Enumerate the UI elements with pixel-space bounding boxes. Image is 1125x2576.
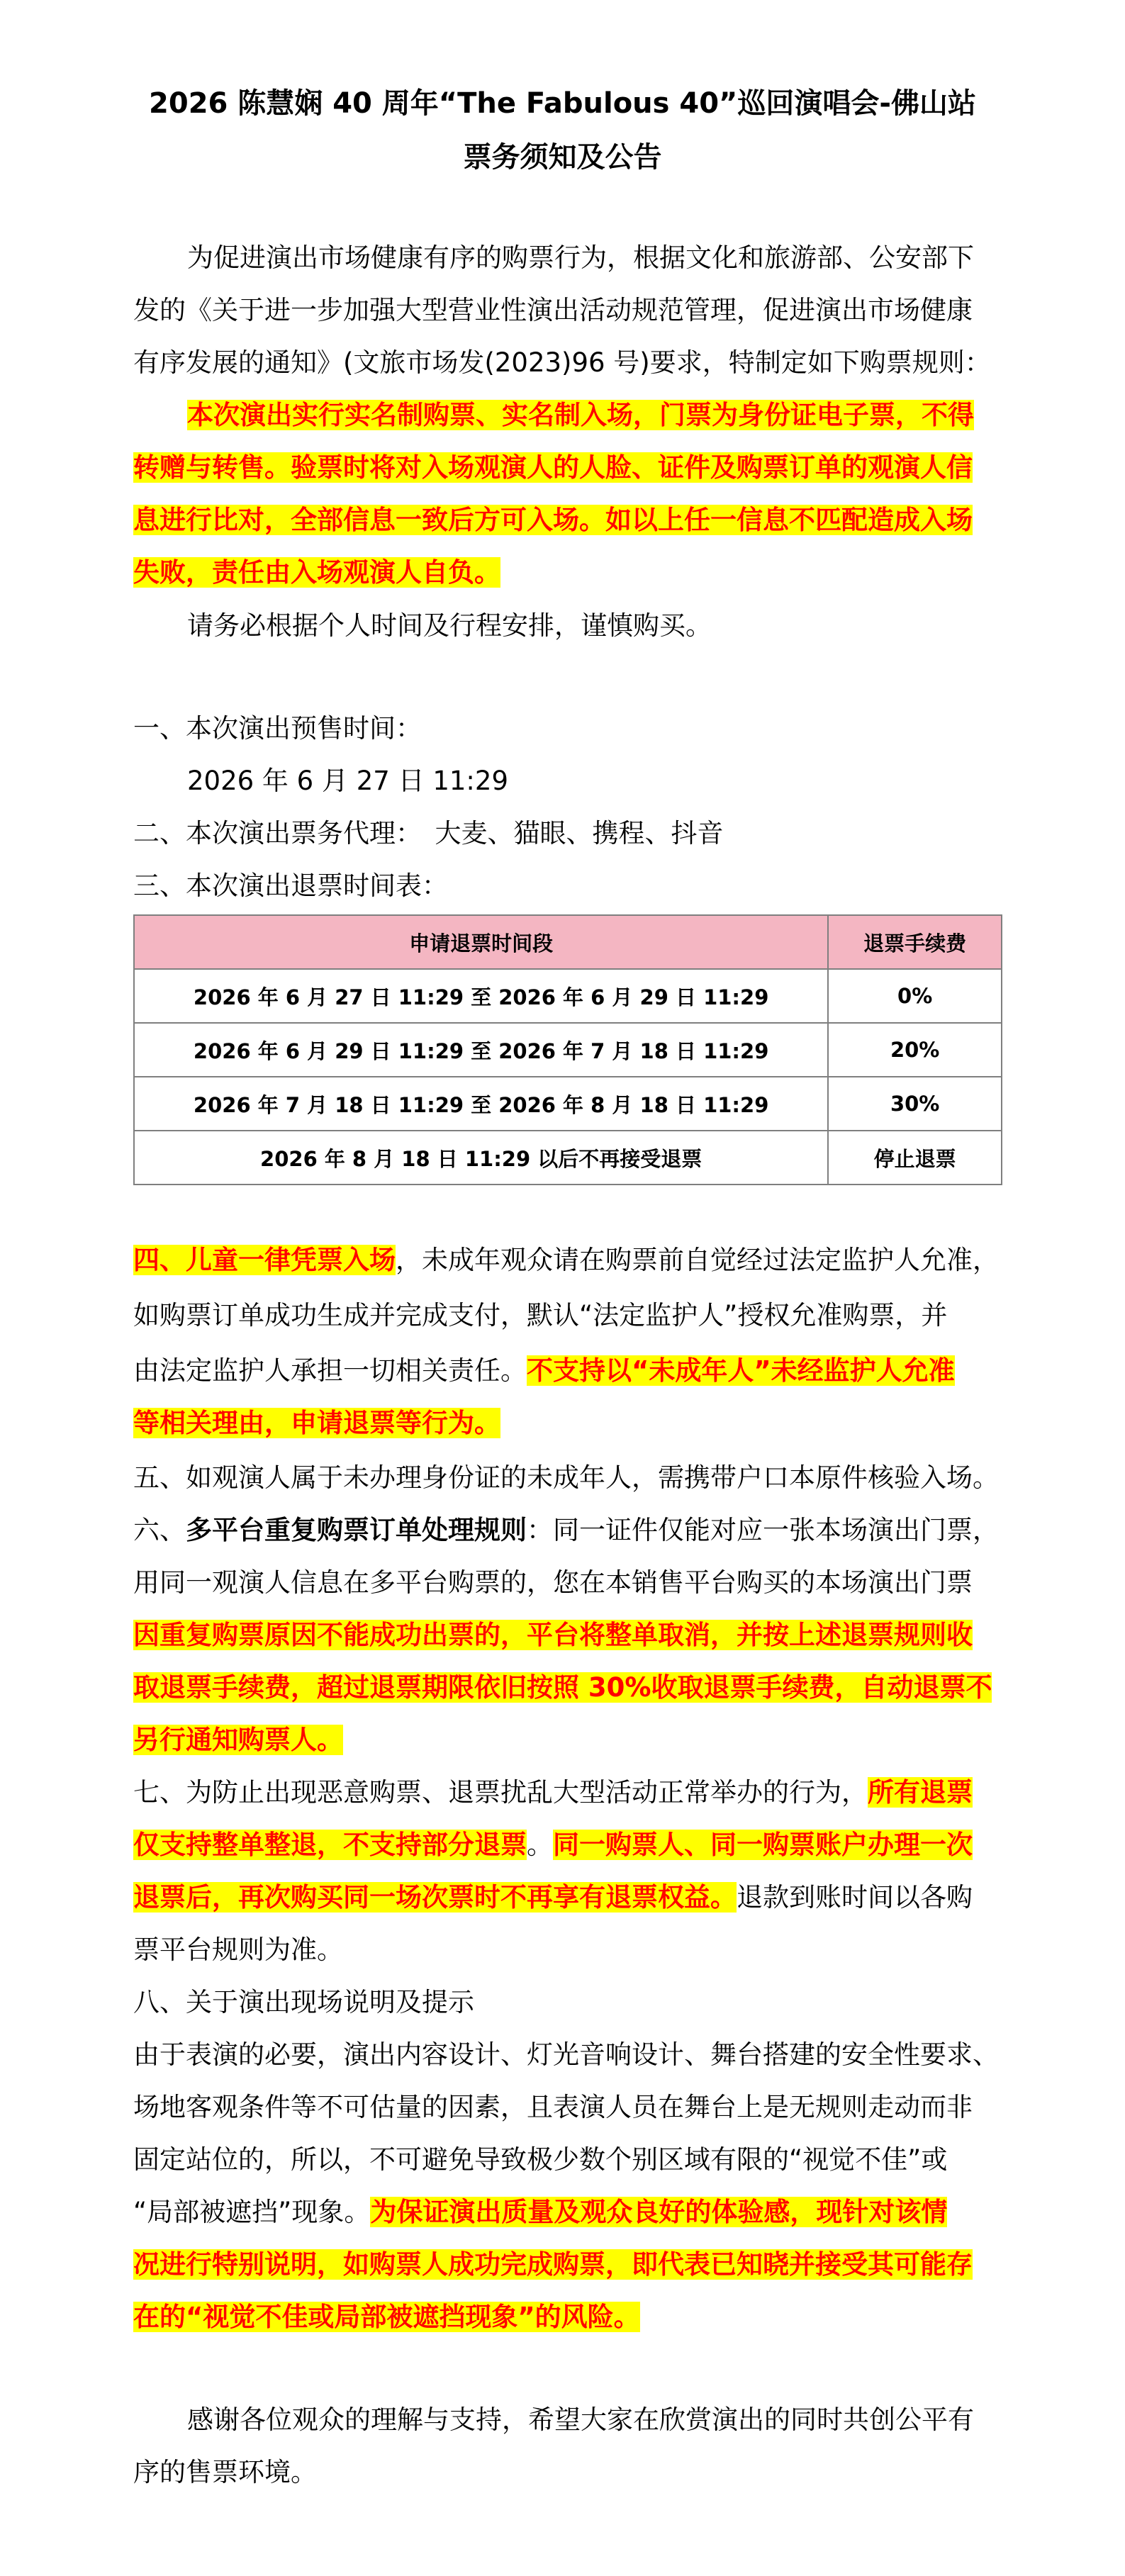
section-7-line-2 xyxy=(133,1818,973,1872)
section-7-text: 。 xyxy=(527,1830,553,1860)
closing-line-1: 感谢各位观众的理解与支持，希望大家在欣赏演出的同时共创公平有 xyxy=(187,2404,974,2435)
refund-period: 2026 年 6 月 29 日 11:29 至 2026 年 7 月 18 日 11:29 xyxy=(134,1023,828,1077)
section-5: 五、如观演人属于未办理身份证的未成年人，需携带户口本原件核验入场。 xyxy=(133,1462,999,1493)
intro-highlight-2: 转赠与转售。验票时将对入场观演人的人脸、证件及购票订单的观演人信 xyxy=(133,452,973,483)
section-7-highlight: 同一购票人、同一购票账户办理一次 xyxy=(553,1830,973,1860)
intro-highlight-3: 息进行比对，全部信息一致后方可入场。如以上任一信息不匹配造成入场 xyxy=(133,505,973,535)
section-7-text: 退款到账时间以各购 xyxy=(737,1882,973,1913)
section-4-highlight: 不支持以“未成年人”未经监护人允准 xyxy=(527,1355,955,1386)
intro-reminder: 请务必根据个人时间及行程安排，谨慎购买。 xyxy=(187,610,712,641)
section-4-line-1 xyxy=(133,1233,999,1287)
section-7-highlight: 退票后，再次购买同一场次票时不再享有退票权益。 xyxy=(133,1882,737,1913)
intro-highlight-4: 失败，责任由入场观演人自负。 xyxy=(133,557,500,588)
section-8-text: “局部被遮挡”现象。 xyxy=(133,2197,371,2227)
table-row xyxy=(134,969,1002,1023)
section-3-heading: 三、本次演出退票时间表： xyxy=(133,870,448,901)
intro-line-3: 有序发展的通知》(文旅市场发(2023)96 号)要求，特制定如下购票规则： xyxy=(133,347,991,378)
refund-fee: 30% xyxy=(828,1077,1002,1131)
intro-line-2: 发的《关于进一步加强大型营业性演出活动规范管理，促进演出市场健康 xyxy=(133,295,973,325)
page-subtitle: 票务须知及公告 xyxy=(463,141,662,174)
section-8-line-3: 固定站位的，所以，不可避免导致极少数个别区域有限的“视觉不佳”或 xyxy=(133,2144,948,2175)
section-8-line-2: 场地客观条件等不可估量的因素，且表演人员在舞台上是无规则走动而非 xyxy=(133,2092,973,2122)
section-6-highlight-1: 因重复购票原因不能成功出票的，平台将整单取消，并按上述退票规则收 xyxy=(133,1620,973,1650)
section-8-highlight-3: 在的“视觉不佳或局部被遮挡现象”的风险。 xyxy=(133,2302,640,2332)
section-8-highlight: 为保证演出质量及观众良好的体验感，现针对该情 xyxy=(370,2197,948,2227)
section-4-highlight: 等相关理由，申请退票等行为。 xyxy=(133,1408,500,1438)
table-row xyxy=(134,1023,1002,1077)
intro-line-1: 为促进演出市场健康有序的购票行为，根据文化和旅游部、公安部下 xyxy=(187,242,974,273)
table-row xyxy=(134,1077,1002,1131)
section-6-text: ：同一证件仅能对应一张本场演出门票， xyxy=(527,1515,999,1545)
section-7-line-3 xyxy=(133,1871,973,1925)
section-4-text: ，未成年观众请在购票前自觉经过法定监护人允准， xyxy=(396,1245,999,1275)
section-4-highlight-head: 四、儿童一律凭票入场 xyxy=(133,1245,396,1275)
intro-highlight-1: 本次演出实行实名制购票、实名制入场，门票为身份证电子票，不得 xyxy=(187,400,974,430)
page-title: 2026 陈慧娴 40 周年“The Fabulous 40”巡回演唱会-佛山站 xyxy=(149,87,976,120)
header-period: 申请退票时间段 xyxy=(134,915,828,969)
section-4-line-2: 如购票订单成功生成并完成支付，默认“法定监护人”授权允准购票，并 xyxy=(133,1300,948,1331)
section-7-highlight: 所有退票 xyxy=(868,1777,973,1808)
section-6-number: 六、 xyxy=(133,1515,186,1545)
section-6-line-1 xyxy=(133,1503,999,1557)
refund-table xyxy=(133,914,1002,1185)
table-row xyxy=(134,1131,1002,1185)
section-7-text: 七、为防止出现恶意购票、退票扰乱大型活动正常举办的行为， xyxy=(133,1777,868,1808)
refund-period: 2026 年 8 月 18 日 11:29 以后不再接受退票 xyxy=(134,1131,828,1185)
section-8-highlight-2: 况进行特别说明，如购票人成功完成购票，即代表已知晓并接受其可能存 xyxy=(133,2249,973,2280)
section-8-heading: 八、关于演出现场说明及提示 xyxy=(133,1987,474,2017)
header-fee: 退票手续费 xyxy=(828,915,1002,969)
refund-fee: 停止退票 xyxy=(828,1131,1002,1185)
section-7-highlight: 仅支持整单整退，不支持部分退票 xyxy=(133,1830,527,1860)
section-7-line-4: 票平台规则为准。 xyxy=(133,1934,343,1965)
section-8-line-4 xyxy=(133,2185,947,2239)
section-6-highlight-2: 取退票手续费，超过退票期限依旧按照 30%收取退票手续费，自动退票不 xyxy=(133,1672,992,1703)
closing-line-2: 序的售票环境。 xyxy=(133,2457,317,2487)
presale-time: 2026 年 6 月 27 日 11:29 xyxy=(187,766,508,796)
refund-table-header xyxy=(134,915,1002,969)
section-2-agents: 二、本次演出票务代理： 大麦、猫眼、携程、抖音 xyxy=(133,818,724,849)
refund-fee: 0% xyxy=(828,969,1002,1023)
refund-fee: 20% xyxy=(828,1023,1002,1077)
section-4-text: 由法定监护人承担一切相关责任。 xyxy=(133,1355,527,1386)
section-8-line-1: 由于表演的必要，演出内容设计、灯光音响设计、舞台搭建的安全性要求、 xyxy=(133,2039,999,2070)
refund-period: 2026 年 6 月 27 日 11:29 至 2026 年 6 月 29 日 11:29 xyxy=(134,969,828,1023)
section-6-highlight-3: 另行通知购票人。 xyxy=(133,1725,343,1755)
section-6-line-2: 用同一观演人信息在多平台购票的，您在本销售平台购买的本场演出门票 xyxy=(133,1567,973,1598)
section-1-heading: 一、本次演出预售时间： xyxy=(133,713,422,744)
section-7-line-1 xyxy=(133,1766,973,1820)
refund-period: 2026 年 7 月 18 日 11:29 至 2026 年 8 月 18 日 11:29 xyxy=(134,1077,828,1131)
section-4-line-3 xyxy=(133,1344,955,1398)
section-6-heading: 多平台重复购票订单处理规则 xyxy=(186,1515,527,1545)
